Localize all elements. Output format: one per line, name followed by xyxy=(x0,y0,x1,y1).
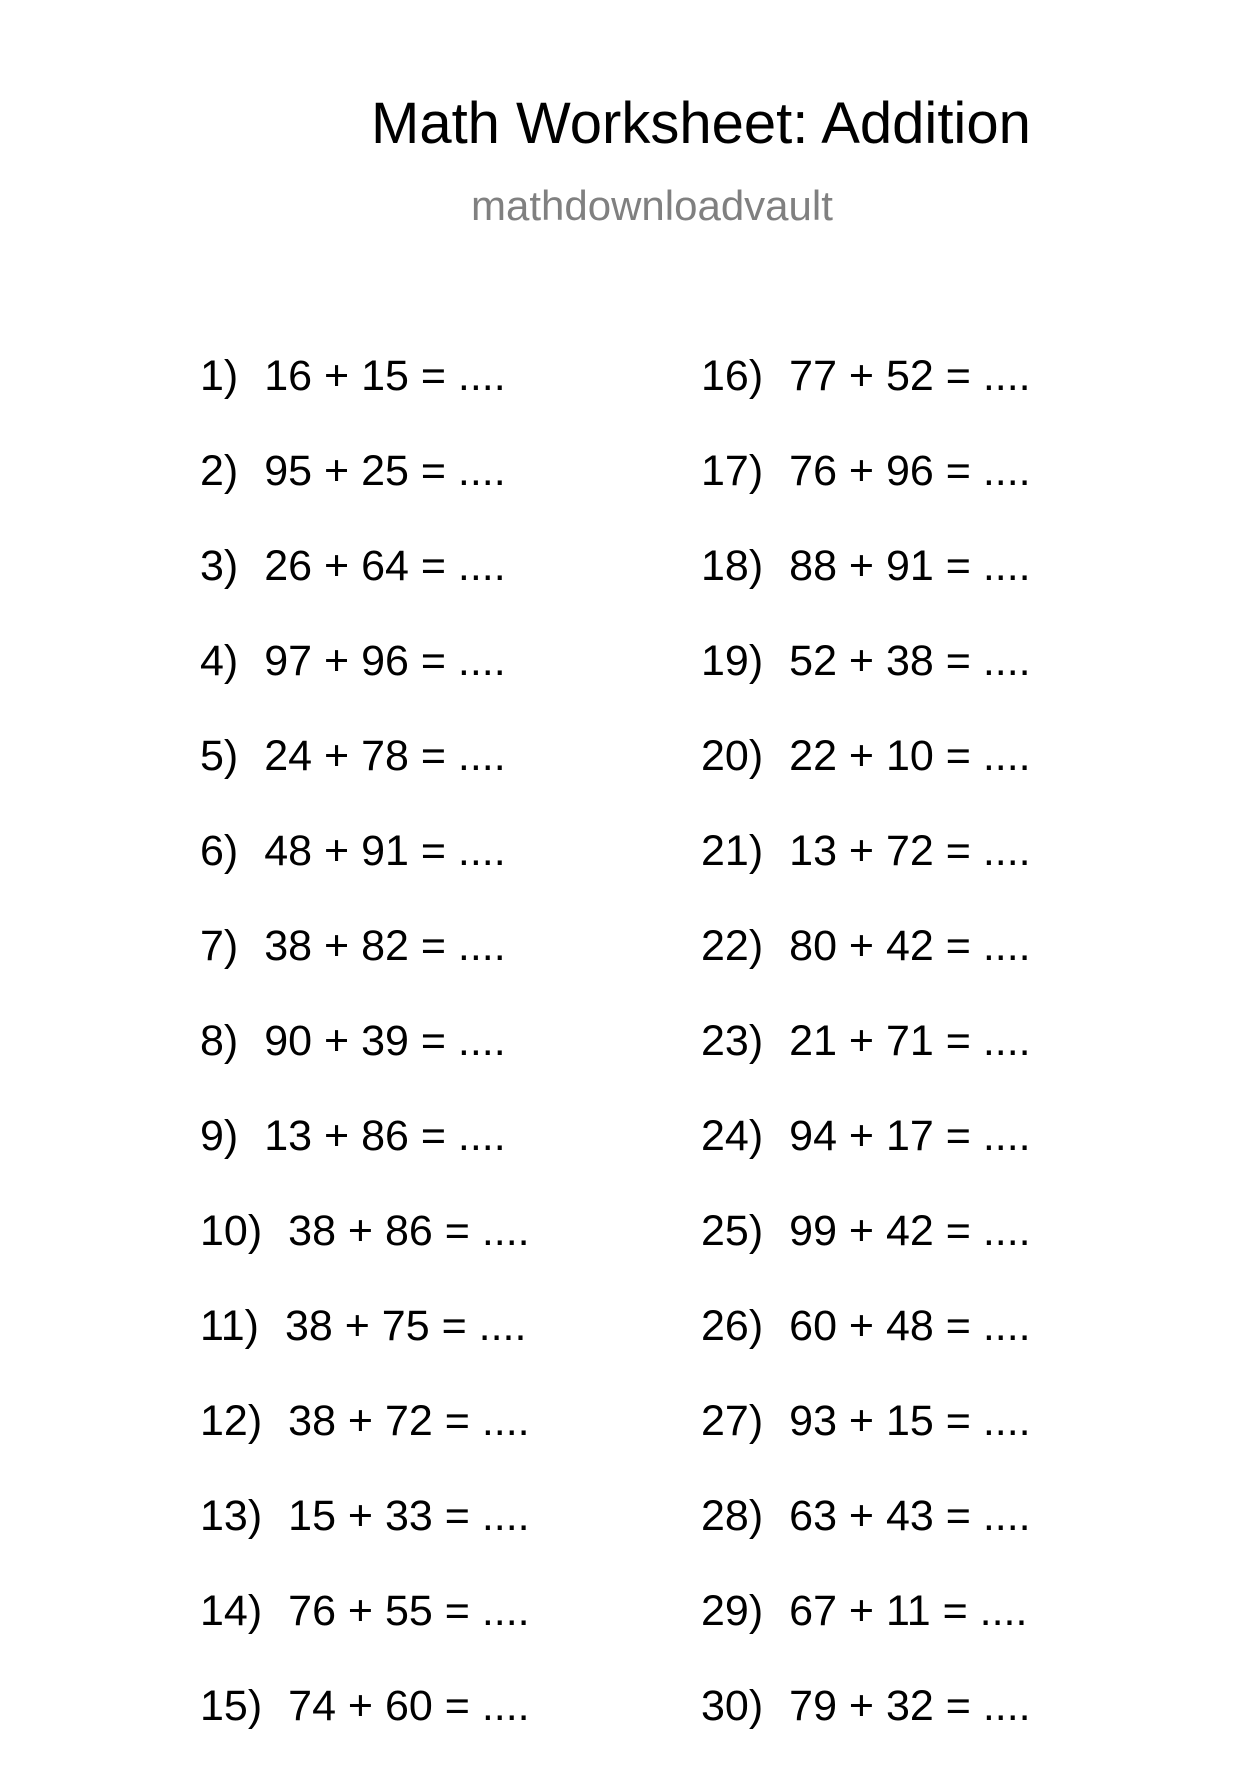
problem-item xyxy=(701,1492,1031,1590)
problem-item xyxy=(200,922,530,1020)
problem-expression: 95 + 25 = .... xyxy=(264,447,506,495)
problem-number: 30) xyxy=(701,1682,764,1730)
problem-number: 6) xyxy=(200,827,239,875)
problem-number: 13) xyxy=(200,1492,263,1540)
problem-expression: 76 + 55 = .... xyxy=(288,1587,530,1635)
problem-expression: 80 + 42 = .... xyxy=(789,922,1031,970)
problem-number: 26) xyxy=(701,1302,764,1350)
problem-item xyxy=(200,637,530,735)
problem-number: 27) xyxy=(701,1397,764,1445)
problem-item xyxy=(200,352,530,450)
problem-expression: 74 + 60 = .... xyxy=(288,1682,530,1730)
problem-number: 19) xyxy=(701,637,764,685)
problem-item xyxy=(701,1587,1031,1685)
problem-number: 17) xyxy=(701,447,764,495)
problem-number: 4) xyxy=(200,637,239,685)
problem-item xyxy=(200,447,530,545)
problem-number: 3) xyxy=(200,542,239,590)
problem-item xyxy=(200,1112,530,1210)
problem-number: 28) xyxy=(701,1492,764,1540)
problem-number: 14) xyxy=(200,1587,263,1635)
problem-expression: 94 + 17 = .... xyxy=(789,1112,1031,1160)
problem-expression: 26 + 64 = .... xyxy=(264,542,506,590)
problem-item xyxy=(200,732,530,830)
problem-number: 29) xyxy=(701,1587,764,1635)
problem-item xyxy=(701,352,1031,450)
problem-item xyxy=(701,447,1031,545)
problem-expression: 16 + 15 = .... xyxy=(264,352,506,400)
problem-item xyxy=(200,1302,530,1400)
problem-number: 23) xyxy=(701,1017,764,1065)
problem-number: 22) xyxy=(701,922,764,970)
problem-number: 11) xyxy=(200,1302,259,1350)
problem-expression: 38 + 82 = .... xyxy=(264,922,506,970)
problem-expression: 99 + 42 = .... xyxy=(789,1207,1031,1255)
problem-expression: 24 + 78 = .... xyxy=(264,732,506,780)
problem-item xyxy=(701,1207,1031,1305)
problem-expression: 52 + 38 = .... xyxy=(789,637,1031,685)
problem-expression: 67 + 11 = .... xyxy=(789,1587,1028,1635)
problem-number: 5) xyxy=(200,732,239,780)
problem-expression: 93 + 15 = .... xyxy=(789,1397,1031,1445)
problem-column-right xyxy=(701,352,1031,1780)
problem-expression: 60 + 48 = .... xyxy=(789,1302,1031,1350)
site-name: mathdownloadvault xyxy=(471,182,833,229)
problem-expression: 21 + 71 = .... xyxy=(789,1017,1031,1065)
problem-item xyxy=(701,1302,1031,1400)
problem-item xyxy=(200,1017,530,1115)
problem-expression: 15 + 33 = .... xyxy=(288,1492,530,1540)
problem-item xyxy=(200,1492,530,1590)
problem-item xyxy=(200,1207,530,1305)
problem-item xyxy=(701,1017,1031,1115)
problem-number: 18) xyxy=(701,542,764,590)
page-title: Math Worksheet: Addition xyxy=(371,91,1031,156)
problem-number: 20) xyxy=(701,732,764,780)
problem-expression: 38 + 75 = .... xyxy=(284,1302,527,1350)
problem-column-left xyxy=(200,352,530,1780)
problem-item xyxy=(200,827,530,925)
problem-expression: 48 + 91 = .... xyxy=(264,827,506,875)
problem-item xyxy=(701,827,1031,925)
problem-expression: 76 + 96 = .... xyxy=(789,447,1031,495)
problem-item xyxy=(701,637,1031,735)
problem-expression: 38 + 86 = .... xyxy=(288,1207,530,1255)
problem-item xyxy=(200,1397,530,1495)
problem-item xyxy=(200,1587,530,1685)
problem-number: 15) xyxy=(200,1682,263,1730)
problem-expression: 13 + 72 = .... xyxy=(789,827,1031,875)
problem-expression: 13 + 86 = .... xyxy=(264,1112,506,1160)
problem-expression: 22 + 10 = .... xyxy=(789,732,1031,780)
problem-item xyxy=(701,1682,1031,1780)
problem-number: 9) xyxy=(200,1112,239,1160)
problem-expression: 38 + 72 = .... xyxy=(288,1397,530,1445)
problem-number: 21) xyxy=(701,827,764,875)
problem-number: 25) xyxy=(701,1207,764,1255)
problem-expression: 90 + 39 = .... xyxy=(264,1017,506,1065)
problem-item xyxy=(701,542,1031,640)
problem-number: 24) xyxy=(701,1112,764,1160)
problem-number: 16) xyxy=(701,352,764,400)
problem-number: 12) xyxy=(200,1397,263,1445)
problem-number: 2) xyxy=(200,447,239,495)
problem-number: 7) xyxy=(200,922,239,970)
problem-expression: 63 + 43 = .... xyxy=(789,1492,1031,1540)
problem-expression: 88 + 91 = .... xyxy=(789,542,1031,590)
problem-item xyxy=(200,1682,530,1780)
problem-expression: 79 + 32 = .... xyxy=(789,1682,1031,1730)
problem-item xyxy=(701,922,1031,1020)
problem-item xyxy=(701,732,1031,830)
problem-item xyxy=(701,1397,1031,1495)
problem-expression: 77 + 52 = .... xyxy=(789,352,1031,400)
problem-number: 1) xyxy=(200,352,239,400)
problem-item xyxy=(200,542,530,640)
problem-number: 8) xyxy=(200,1017,239,1065)
problem-expression: 97 + 96 = .... xyxy=(264,637,506,685)
problem-number: 10) xyxy=(200,1207,263,1255)
problem-item xyxy=(701,1112,1031,1210)
